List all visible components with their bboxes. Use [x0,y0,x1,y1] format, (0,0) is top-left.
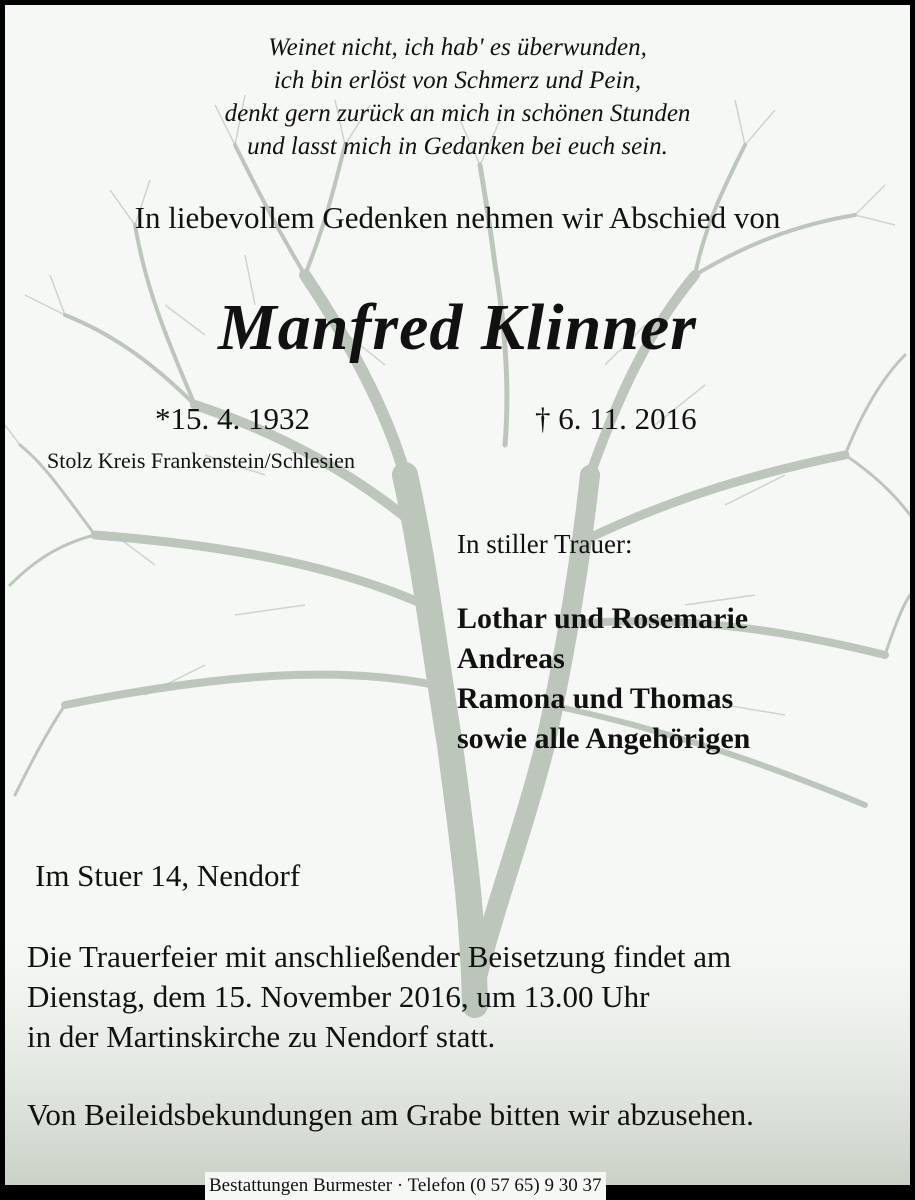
mourner-entry: Ramona und Thomas [457,682,734,715]
death-date: † 6. 11. 2016 [535,401,697,436]
mourner-entry: Lothar und Rosemarie [457,602,749,635]
funeral-home-footer: Bestattungen Burmester · Telefon (0 57 65) 9 30 37 [205,1172,606,1200]
poem-line: und lasst mich in Gedanken bei euch sein. [247,133,668,160]
funeral-service-details [27,937,731,1057]
service-line: Die Trauerfeier mit anschließender Beisetzung findet am [27,939,732,974]
birth-place: Stolz Kreis Frankenstein/Schlesien [47,448,355,473]
service-line: in der Martinskirche zu Nendorf statt. [27,1019,496,1054]
birth-date: *15. 4. 1932 [155,401,310,436]
poem-line: denkt gern zurück an mich in schönen Stunden [224,100,691,127]
mourner-entry: sowie alle Angehörigen [457,722,751,755]
mourner-entry: Andreas [457,642,565,675]
obituary-notice [5,5,910,1185]
mourning-heading: In stiller Trauer: [457,529,633,559]
intro-text: In liebevollem Gedenken nehmen wir Abschied von [134,200,781,235]
poem [5,31,910,163]
service-line: Dienstag, dem 15. November 2016, um 13.00 Uhr [27,979,650,1014]
deceased-name: Manfred Klinner [218,291,697,364]
poem-line: ich bin erlöst von Schmerz und Pein, [273,67,642,94]
family-address: Im Stuer 14, Nendorf [35,858,301,893]
condolence-note: Von Beileidsbekundungen am Grabe bitten wir abzusehen. [27,1097,754,1132]
poem-line: Weinet nicht, ich hab' es überwunden, [268,34,647,61]
mourners-list [457,599,750,759]
